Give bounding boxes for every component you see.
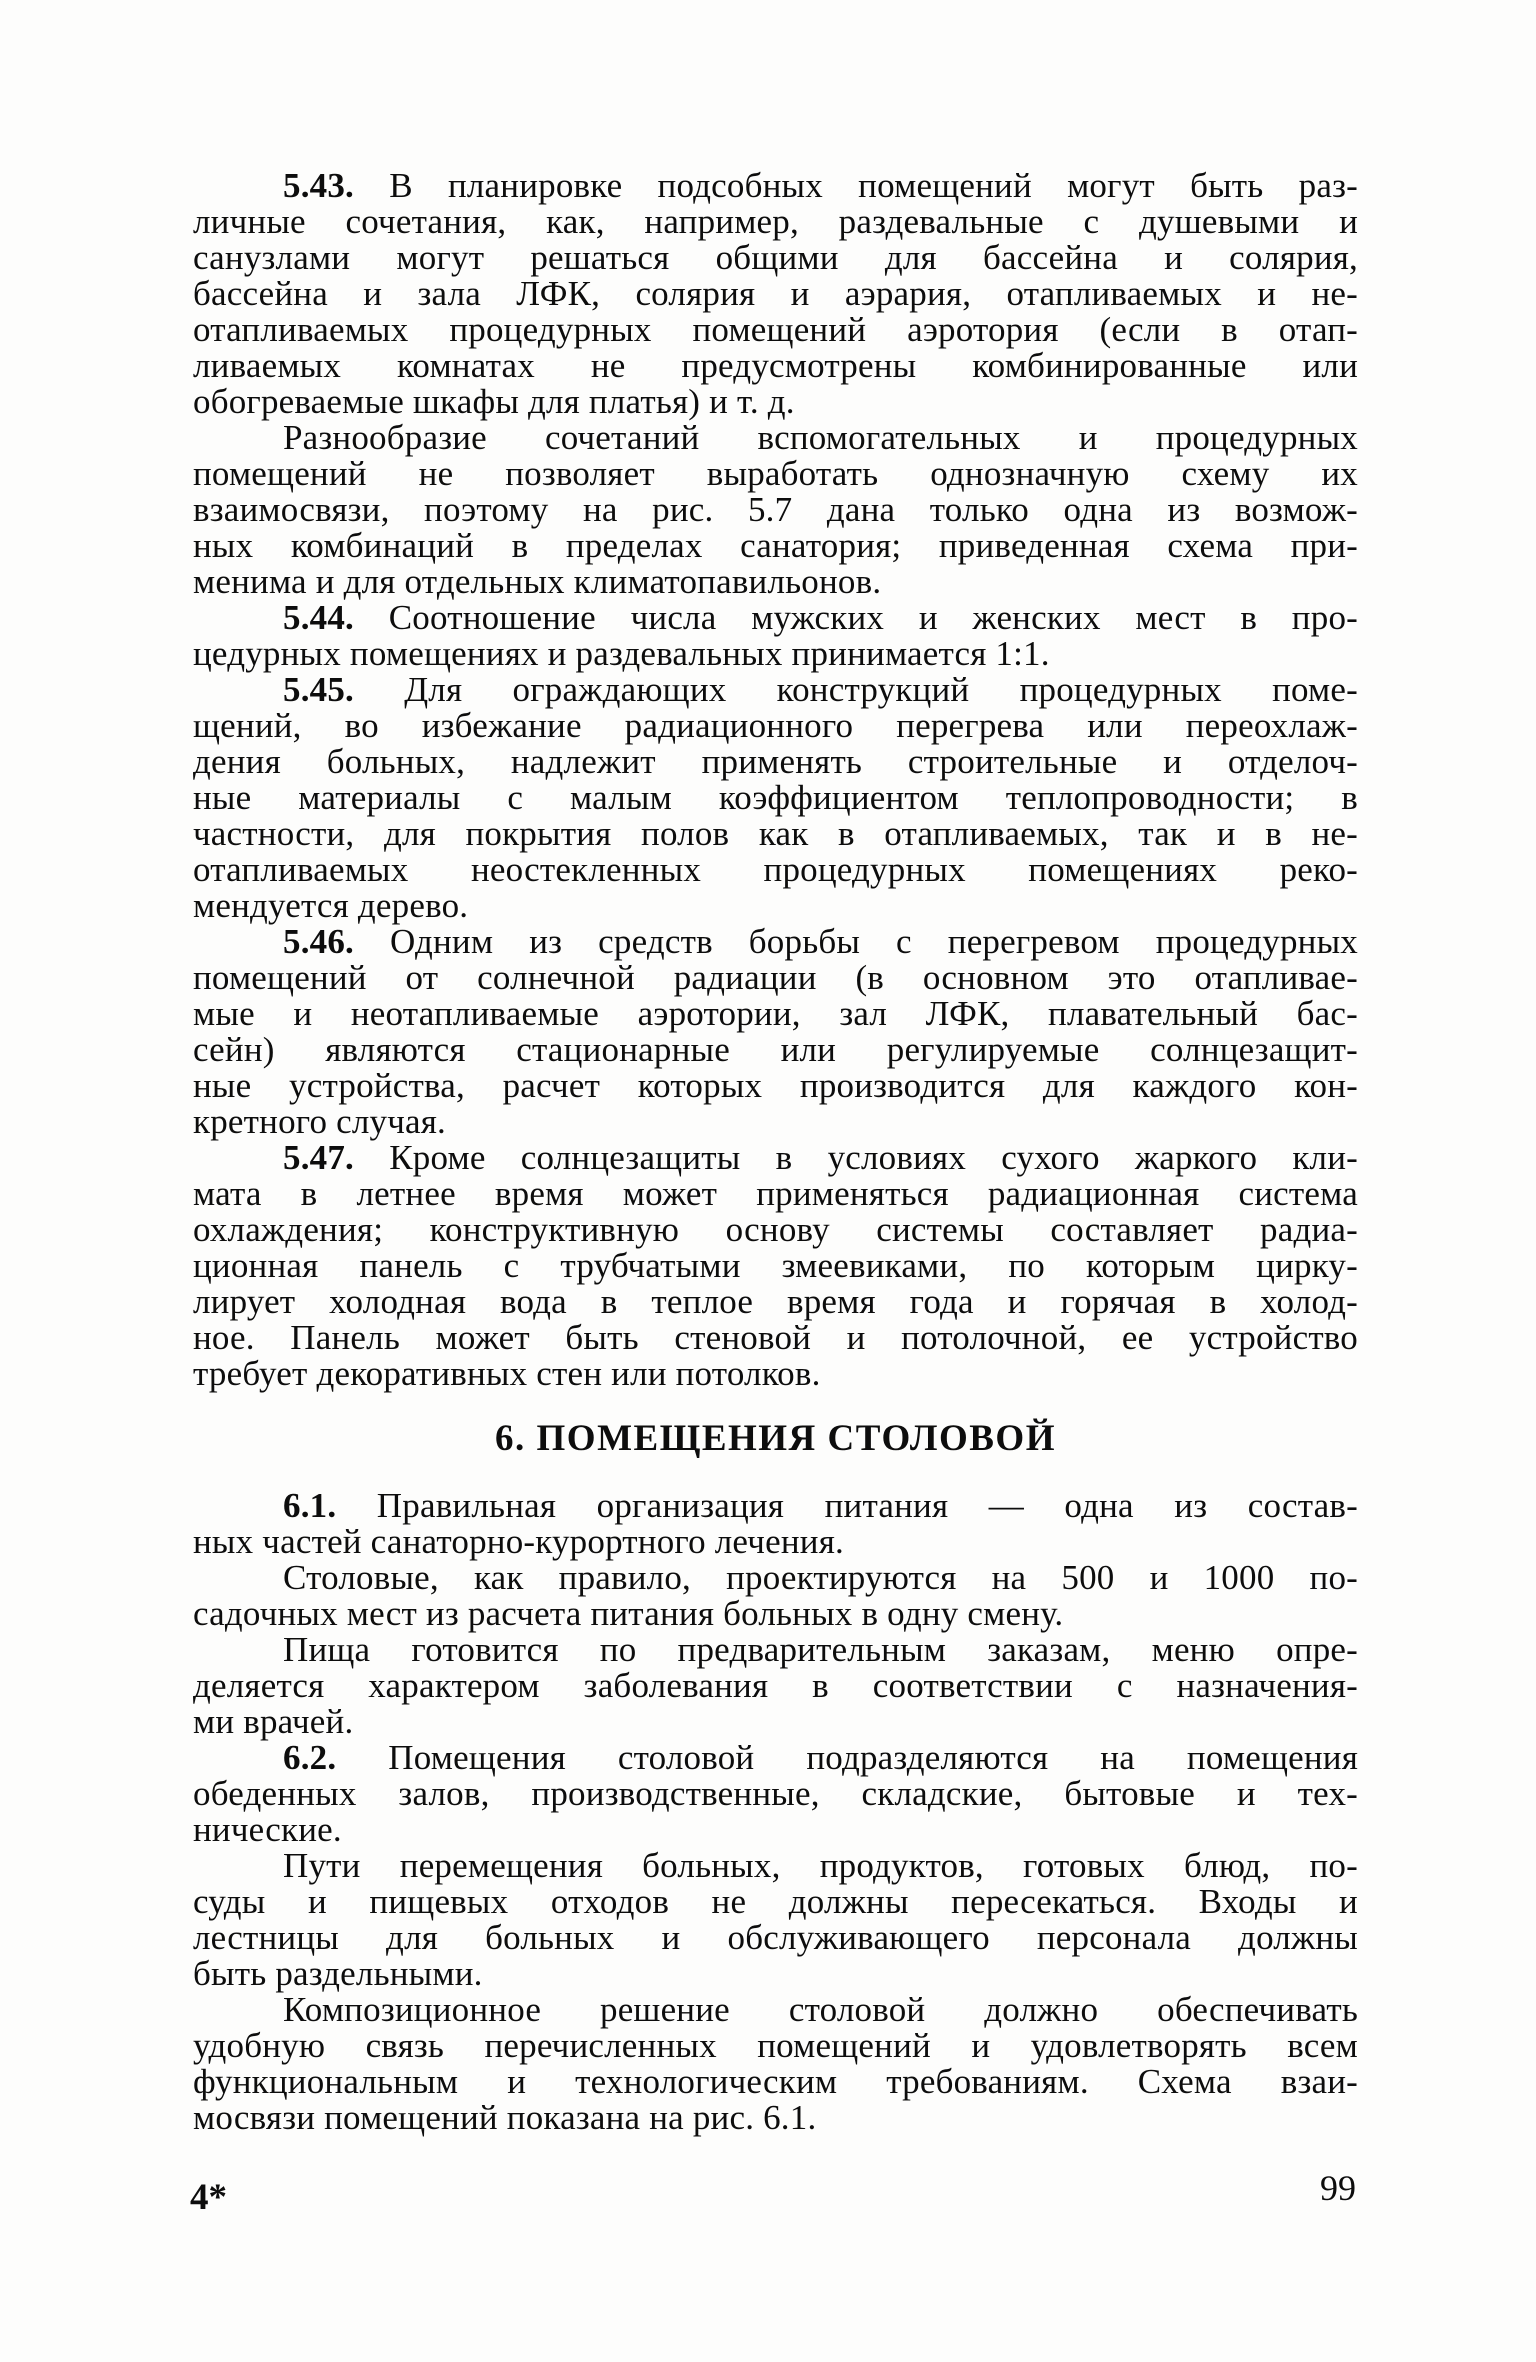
paragraph-number: 5.43. [283,166,354,205]
text-line: Пища готовится по предварительным заказам, меню опре- [283,1630,1358,1669]
paragraph [193,420,1358,600]
text-line: садочных мест из расчета питания больных в одну смену. [193,1594,1064,1633]
text-line: лестницы для больных и обслуживающего персонала должны [193,1918,1358,1957]
text-line: отапливаемых процедурных помещений аэротория (если в отап- [193,310,1358,349]
text-line: помещений не позволяет выработать однозначную схему их [193,454,1358,493]
paragraph-5.43 [193,168,1358,420]
text-line-content: Для ограждающих конструкций процедурных поме- [404,670,1358,709]
text-line: взаимосвязи, поэтому на рис. 5.7 дана только одна из возмож- [193,490,1358,529]
paragraph [193,1848,1358,1992]
paragraph-6.1 [193,1488,1358,1560]
page-number: 99 [1320,2168,1356,2208]
text-line: ционная панель с трубчатыми змеевиками, по которым цирку- [193,1246,1358,1285]
text-line: щений, во избежание радиационного перегрева или переохлаж- [193,706,1358,745]
text-line: мосвязи помещений показана на рис. 6.1. [193,2098,817,2137]
text-line-content: Одним из средств борьбы с перегревом процедурных [389,922,1358,961]
text-line: суды и пищевых отходов не должны пересекаться. Входы и [193,1882,1358,1921]
paragraph-6.2 [193,1740,1358,1848]
paragraph-5.47 [193,1140,1358,1392]
section-heading: 6. ПОМЕЩЕНИЯ СТОЛОВОЙ [495,1418,1056,1459]
text-line: ные материалы с малым коэффициентом теплопроводности; в [193,778,1358,817]
text-line: охлаждения; конструктивную основу системы составляет радиа- [193,1210,1358,1249]
text-line [193,168,1358,204]
paragraph [193,1992,1358,2136]
text-line: быть раздельными. [193,1954,483,1993]
text-line: ное. Панель может быть стеновой и потолочной, ее устройство [193,1318,1358,1357]
paragraph-number: 5.46. [283,922,354,961]
text-line [193,1488,1358,1524]
text-line [193,924,1358,960]
text-line: мата в летнее время может применяться радиационная система [193,1174,1358,1213]
text-line: дения больных, надлежит применять строительные и отделоч- [193,742,1358,781]
paragraph-number: 5.44. [283,598,354,637]
text-line: Разнообразие сочетаний вспомогательных и процедурных [283,418,1358,457]
text-line-content: Кроме солнцезащиты в условиях сухого жаркого кли- [389,1138,1359,1177]
text-line: санузлами могут решаться общими для бассейна и солярия, [193,238,1358,277]
text-line: отапливаемых неостекленных процедурных помещениях реко- [193,850,1358,889]
paragraph [193,1560,1358,1632]
text-line: лирует холодная вода в теплое время года и горячая в холод- [193,1282,1358,1321]
text-line [193,600,1358,636]
text-line: бассейна и зала ЛФК, солярия и аэрария, отапливаемых и не- [193,274,1358,313]
paragraph-5.45 [193,672,1358,924]
text-line: кретного случая. [193,1102,446,1141]
text-line: ми врачей. [193,1702,354,1741]
paragraph-5.44 [193,600,1358,672]
text-line: менима и для отдельных климатопавильонов. [193,562,882,601]
text-line: требует декоративных стен или потолков. [193,1354,821,1393]
paragraph-number: 6.2. [283,1738,337,1777]
text-line-content: Соотношение числа мужских и женских мест в про- [388,598,1358,637]
text-line: личные сочетания, как, например, раздевальные с душевыми и [193,202,1358,241]
paragraph-number: 5.47. [283,1138,354,1177]
text-line: сейн) являются стационарные или регулируемые солнцезащит- [193,1030,1358,1069]
text-line: обеденных залов, производственные, складские, бытовые и тех- [193,1774,1358,1813]
paragraph-number: 6.1. [283,1486,337,1525]
text-line-content: В планировке подсобных помещений могут быть раз- [389,166,1358,205]
text-line: Композиционное решение столовой должно обеспечивать [283,1990,1358,2029]
text-line: нические. [193,1810,342,1849]
paragraph-number: 5.45. [283,670,354,709]
paragraph-5.46 [193,924,1358,1140]
text-line: цедурных помещениях и раздевальных принимается 1:1. [193,634,1050,673]
text-line: ных частей санаторно-курортного лечения. [193,1522,844,1561]
text-line [193,1740,1358,1776]
text-line-content: Помещения столовой подразделяются на помещения [388,1738,1358,1777]
text-line-content: Правильная организация питания — одна из состав- [376,1486,1358,1525]
text-line: ных комбинаций в пределах санатория; приведенная схема при- [193,526,1358,565]
text-line: Пути перемещения больных, продуктов, готовых блюд, по- [283,1846,1358,1885]
text-line: удобную связь перечисленных помещений и удовлетворять всем [193,2026,1358,2065]
text-line: помещений от солнечной радиации (в основном это отапливае- [193,958,1358,997]
text-block [193,168,1358,2136]
text-line: функциональным и технологическим требованиям. Схема взаи- [193,2062,1358,2101]
paragraph [193,1632,1358,1740]
text-line [193,672,1358,708]
text-line: частности, для покрытия полов как в отапливаемых, так и в не- [193,814,1358,853]
text-line: ливаемых комнатах не предусмотрены комбинированные или [193,346,1358,385]
text-line: мые и неотапливаемые аэротории, зал ЛФК, плавательный бас- [193,994,1358,1033]
text-line: деляется характером заболевания в соответствии с назначения- [193,1666,1358,1705]
text-line: мендуется дерево. [193,886,469,925]
printers-signature-mark: 4* [190,2177,227,2218]
text-line: ные устройства, расчет которых производится для каждого кон- [193,1066,1358,1105]
text-line: обогреваемые шкафы для платья) и т. д. [193,382,795,421]
text-line [193,1140,1358,1176]
text-line: Столовые, как правило, проектируются на 500 и 1000 по- [283,1558,1358,1597]
